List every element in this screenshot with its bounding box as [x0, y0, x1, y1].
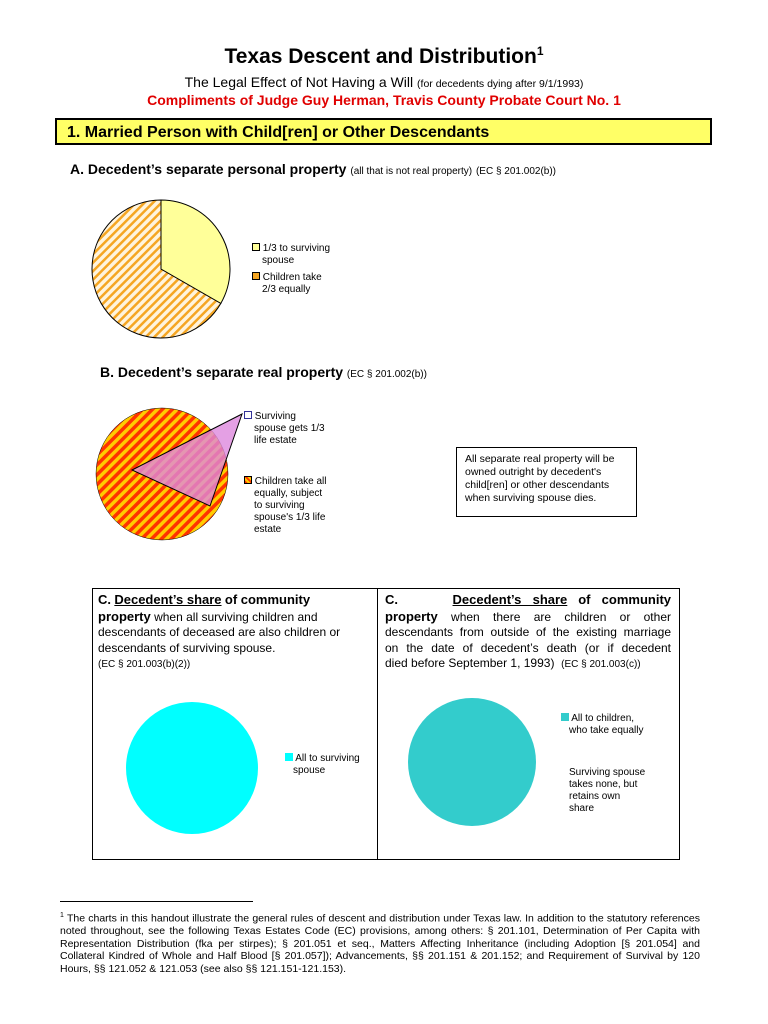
legend-a-children: Children take 2/3 equally	[252, 272, 322, 296]
slice-all-to-children	[408, 698, 536, 826]
subtitle-note: (for decedents dying after 9/1/1993)	[417, 78, 584, 90]
legend-swatch-yellow	[252, 243, 260, 251]
legend-swatch-teal	[561, 713, 569, 721]
pie-chart-c2	[406, 696, 538, 828]
page-title: Texas Descent and Distribution$^1$	[224, 44, 544, 68]
legend-swatch-hatched	[244, 476, 252, 484]
footnote: $^1$ The charts in this handout illustrate the general rules of descent and distribution under Texas law. In addition to the statutory references noted throughout, see the following Texas Estates Code (EC) provisions, among others: § 201.101, Determination of Per Capita with Representation Distribution (fka per stirpes); § 201.051 et seq., Matters Affecting Inheritance (including Adoption [§ 201.054] and Collateral Kindred of Whole and Half Blood [§ 201.057]); Advancements, §§ 201.151 & 201.152; and Requirement of Survival by 120 Hours, §§ 121.052 & 121.053 (see also §§ 121.151-121.153).	[60, 912, 700, 975]
legend-b-spouse: Surviving spouse gets 1/3 life estate	[244, 411, 325, 447]
pie-chart-a	[90, 196, 232, 342]
part-b-heading: B. Decedent’s separate real property (EC § 201.002(b))	[100, 364, 427, 380]
legend-swatch-cyan	[285, 753, 293, 761]
slice-all-to-spouse	[126, 702, 258, 834]
legend-c2: All to children, who take equally	[561, 713, 644, 737]
subtitle: The Legal Effect of Not Having a Will (for decedents dying after 9/1/1993)	[184, 74, 584, 90]
legend-swatch-orange	[252, 272, 260, 280]
legend-a-spouse: 1/3 to surviving spouse	[252, 243, 330, 267]
part-a-heading: A. Decedent’s separate personal property (all that is not real property) (EC § 201.002(b))	[70, 161, 557, 177]
pie-chart-c1	[124, 700, 260, 836]
spouse-retains-note: Surviving spouse takes none, but retains own share	[569, 767, 646, 814]
part-c1-text: C. Decedent’s share of community property when all surviving children and descendants of deceased are also children or descendants of surviving spouse. (EC § 201.003(b)(2))	[98, 592, 341, 670]
legend-c1: All to surviving spouse	[285, 753, 360, 777]
footnote-rule	[60, 901, 253, 902]
legend-b-children: Children take all equally, subject to surviving spouse's 1/3 life estate	[244, 476, 327, 536]
compliments-line: Compliments of Judge Guy Herman, Travis County Probate Court No. 1	[147, 92, 621, 108]
legend-swatch-white	[244, 411, 252, 419]
footnote-mark: 1	[536, 44, 544, 58]
table-divider	[377, 588, 378, 860]
pie-chart-b	[90, 400, 250, 548]
section-1-heading: 1. Married Person with Child[ren] or Other Descendants	[55, 118, 712, 145]
real-property-note: All separate real property will be owned outright by decedent's child[ren] or other descendants when surviving spouse dies.	[456, 447, 637, 517]
part-c2-text: C. Decedent’s share of community property when there are children or other descendants from outside of the existing marriage on the date of decedent’s death (or if decedent died before September 1, 1993) (EC § 201.003(c))	[385, 592, 671, 670]
